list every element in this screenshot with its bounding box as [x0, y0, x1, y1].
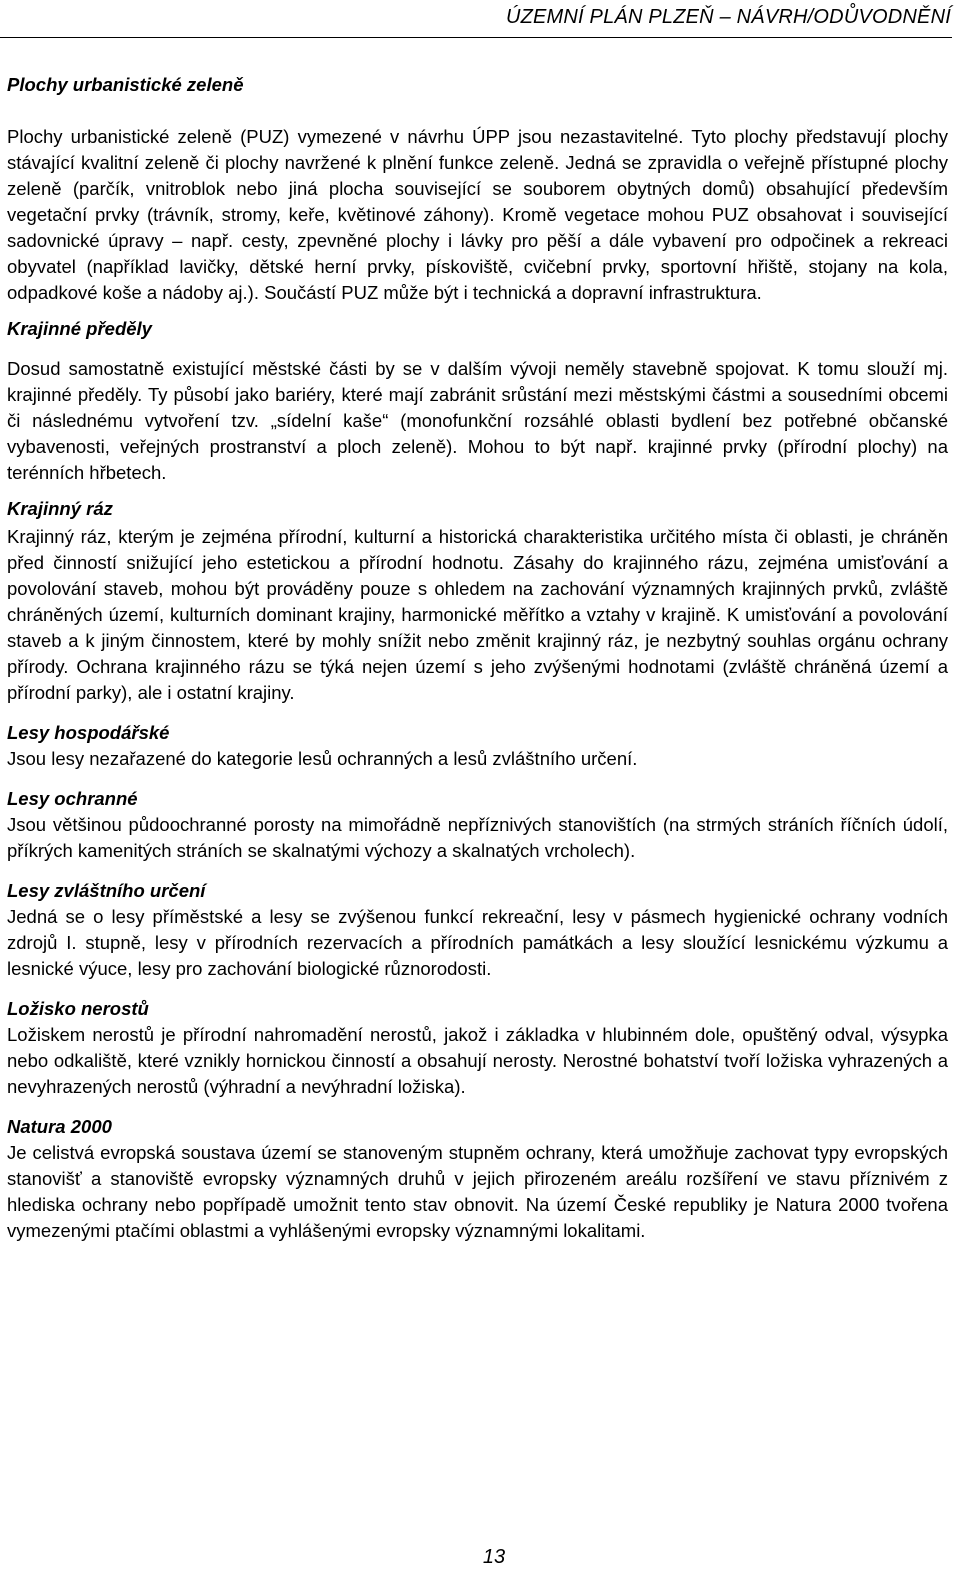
section-lesy-zvlastniho-urceni — [7, 878, 948, 982]
section-heading: Krajinný ráz — [7, 498, 113, 519]
section-krajinne-predely — [7, 316, 948, 486]
section-paragraph: Ložiskem nerostů je přírodní nahromadění nerostů, jakož i základka v hlubinném dole, opuštěný odval, výsypka nebo odkaliště, které vznikly hornickou činností a obsahují nerosty. Nerostné bohatství tvoří ložiska vyhrazených a nevyhrazených nerostů (výhradní a nevýhradní ložiska). — [7, 1024, 948, 1097]
section-heading: Lesy hospodářské — [7, 722, 170, 743]
section-paragraph: Je celistvá evropská soustava území se stanoveným stupněm ochrany, která umožňuje zachovat typy evropských stanovišť a stanoviště evropsky významných druhů v jejich přirozeném areálu rozšíření ve stavu příznivém z hlediska ochrany nebo popřípadě umožnit tento stav obnovit. Na území České republiky je Natura 2000 tvořena vymezenými ptačími oblastmi a vyhlášenými evropsky významnými lokalitami. — [7, 1142, 948, 1241]
header-divider — [0, 37, 952, 38]
section-paragraph: Dosud samostatně existující městské části by se v dalším vývoji neměly stavebně spojovat. K tomu slouží mj. krajinné předěly. Ty působí jako bariéry, které mají zabránit srůstání mezi městskými částmi a sousedními obcemi či následnému vytvoření tzv. „sídelní kaše“ (monofunkční rozsáhlé oblasti bydlení bez potřebné občanské vybavenosti, veřejných prostranství a ploch zeleně). Mohou to být např. krajinné prvky (přírodní plochy) na terénních hřbetech. — [7, 358, 948, 483]
section-paragraph: Jsou lesy nezařazené do kategorie lesů ochranných a lesů zvláštního určení. — [7, 748, 638, 769]
section-heading: Krajinné předěly — [7, 318, 152, 339]
section-paragraph: Plochy urbanistické zeleně (PUZ) vymezené v návrhu ÚPP jsou nezastavitelné. Tyto plochy představují plochy stávající kvalitní zeleně či plochy navržené k plnění funkce zeleně. Jedná se zpravidla o veřejně přístupné plochy zeleně (parčík, vnitroblok nebo jiná plocha související se souborem obytných domů) obsahující především vegetační prvky (trávník, stromy, keře, květinové záhony). Kromě vegetace mohou PUZ obsahovat i související sadovnické úpravy – např. cesty, zpevněné plochy i lávky pro pěší a dále vybavení pro odpočinek a rekreaci obyvatel (například lavičky, dětské herní prvky, pískoviště, cvičební prvky, sportovní hřiště, stojany na kola, odpadkové koše a nádoby aj.). Součástí PUZ může být i technická a dopravní infrastruktura. — [7, 126, 948, 303]
section-krajinny-raz — [7, 496, 948, 706]
section-lesy-hospodarske — [7, 720, 948, 772]
document-body — [7, 72, 948, 1258]
section-paragraph: Krajinný ráz, kterým je zejména přírodní, kulturní a historická charakteristika určitého místa či oblasti, je chráněn před činností snižující jeho estetickou a přírodní hodnotu. Zásahy do krajinného rázu, zejména umisťování a povolování staveb, mohou být prováděny pouze s ohledem na zachování významných krajinných prvků, zvláště chráněných území, kulturních dominant krajiny, harmonické měřítko a vztahy v krajině. K umisťování a povolování staveb a k jiným činnostem, které by mohly snížit nebo změnit krajinný ráz, je nezbytný souhlas orgánu ochrany přírody. Ochrana krajinného rázu se týká nejen území s jeho zvýšenými hodnotami (zvláště chráněná území a přírodní parky), ale i ostatní krajiny. — [7, 526, 948, 703]
section-heading: Natura 2000 — [7, 1116, 112, 1137]
section-plochy-urbanisticke-zelene — [7, 72, 948, 306]
section-heading: Lesy zvláštního určení — [7, 880, 206, 901]
section-heading: Lesy ochranné — [7, 788, 138, 809]
section-lesy-ochranne — [7, 786, 948, 864]
section-paragraph: Jsou většinou půdoochranné porosty na mimořádně nepříznivých stanovištích (na strmých stráních říčních údolí, příkrých kamenitých stráních se skalnatými výchozy a skalnatých vrcholech). — [7, 814, 948, 861]
section-paragraph: Jedná se o lesy příměstské a lesy se zvýšenou funkcí rekreační, lesy v pásmech hygienické ochrany vodních zdrojů I. stupně, lesy v přírodních rezervacích a přírodních památkách a lesy sloužící lesnickému výzkumu a lesnické výuce, lesy pro zachování biologické různorodosti. — [7, 906, 948, 979]
page-number: 13 — [482, 1546, 506, 1568]
page-footer — [0, 1543, 960, 1571]
section-natura-2000 — [7, 1114, 948, 1244]
section-heading: Plochy urbanistické zeleně — [7, 74, 244, 95]
section-lozisko-nerostu — [7, 996, 948, 1100]
section-heading: Ložisko nerostů — [7, 998, 149, 1019]
document-header: ÚZEMNÍ PLÁN PLZEŇ – NÁVRH/ODŮVODNĚNÍ — [505, 6, 951, 28]
